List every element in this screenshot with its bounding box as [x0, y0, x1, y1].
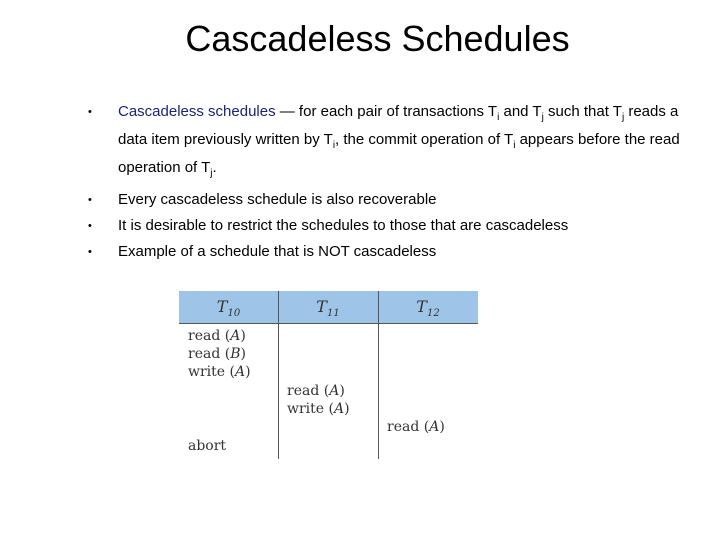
- bullet-icon: •: [88, 194, 92, 206]
- header-t12: $T_{12}$: [416, 297, 440, 320]
- operation: write (A): [188, 364, 251, 380]
- bullet-icon: •: [88, 246, 92, 258]
- subscript: i: [332, 140, 336, 151]
- header-t11: $T_{11}$: [316, 297, 340, 320]
- bullet-icon: •: [88, 106, 92, 118]
- header-t10: $T_{10}$: [216, 297, 241, 320]
- bullet-text: appears before the read operation of T: [118, 131, 680, 176]
- subscript: j: [541, 112, 544, 123]
- operation: write (A): [287, 401, 350, 417]
- bullet-item: [84, 241, 684, 263]
- bullet-text: such that T: [543, 103, 622, 120]
- bullet-item: [84, 101, 684, 185]
- operation: read (A): [188, 328, 246, 344]
- subscript: j: [210, 168, 213, 179]
- subscript: i: [497, 112, 500, 123]
- bullet-text: Example of a schedule that is NOT cascadeless: [118, 243, 437, 260]
- subscript: i: [513, 140, 516, 151]
- subscript: j: [621, 112, 625, 123]
- operation: read (A): [287, 383, 345, 399]
- bullet-term: Cascadeless schedules: [118, 103, 276, 120]
- schedule-table: [179, 291, 478, 459]
- bullet-list: [84, 101, 684, 267]
- bullet-icon: •: [88, 220, 92, 232]
- column-divider: [378, 291, 379, 459]
- bullet-text: .: [212, 159, 217, 176]
- bullet-text: , the commit operation of T: [335, 131, 514, 148]
- slide-title: Cascadeless Schedules: [185, 18, 570, 59]
- bullet-text: — for each pair of transactions T: [275, 103, 498, 120]
- bullet-text: reads a data item previously written by T: [118, 103, 679, 148]
- column-divider: [278, 291, 279, 459]
- bullet-item: [84, 189, 684, 211]
- operation: read (A): [387, 419, 445, 435]
- bullet-text: It is desirable to restrict the schedules to those that are cascadeless: [118, 217, 569, 234]
- operation: read (B): [188, 346, 246, 362]
- operation: abort: [188, 438, 227, 454]
- bullet-text: and T: [499, 103, 542, 120]
- bullet-item: [84, 215, 684, 237]
- header-divider: [179, 323, 478, 324]
- bullet-text: Every cascadeless schedule is also recoverable: [118, 191, 437, 208]
